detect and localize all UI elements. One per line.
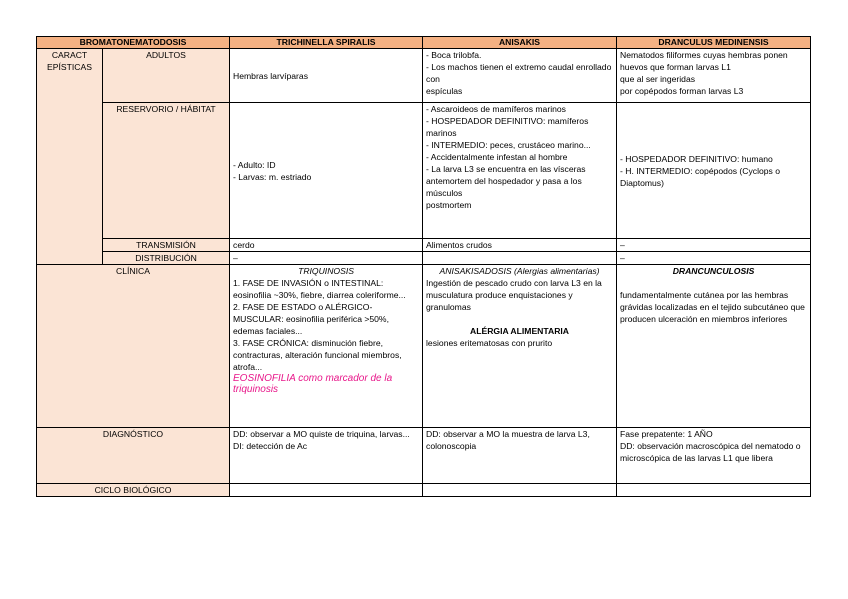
diagnostico-dranculus-line: Fase prepatente: 1 AÑO <box>620 429 713 439</box>
clinica-anisakis-text-2: lesiones eritematosas con prurito <box>426 338 553 348</box>
row-reservorio <box>37 103 811 239</box>
ciclo-trichinella <box>230 484 423 497</box>
reservorio-trichinella <box>230 103 423 239</box>
reservorio-dranculus-line: - H. INTERMEDIO: copépodos (Cyclops o Diaptomus) <box>620 165 781 188</box>
reservorio-anisakis-line: - HOSPEDADOR DEFINITIVO: mamíferos marinos <box>426 116 589 138</box>
transmision-anisakis: Alimentos crudos <box>423 239 617 252</box>
ciclo-dranculus <box>617 484 811 497</box>
header-anisakis: ANISAKIS <box>423 37 617 49</box>
clinica-anisakis-title: ANISAKISADOSIS (Alergias alimentarias) <box>439 266 600 276</box>
reservorio-anisakis-line: postmortem <box>426 200 472 210</box>
adultos-dranculus-line: por copépodos forman larvas L3 <box>620 86 744 96</box>
ciclo-label: CICLO BIOLÓGICO <box>37 484 230 497</box>
adultos-trichinella <box>230 49 423 103</box>
transmision-dranculus: – <box>617 239 811 252</box>
clinica-anisakis-text: Ingestión de pescado crudo con larva L3 en la musculatura produce enquistaciones y granulomas <box>426 278 602 312</box>
clinica-dranculus-text: fundamentalmente cutánea por las hembras grávidas localizadas en el tejido subcutáneo que producen ulceración en miembros inferiores <box>620 290 805 324</box>
transmision-label: TRANSMISIÓN <box>103 239 230 252</box>
header-dranculus: DRANCULUS MEDINENSIS <box>617 37 811 49</box>
diagnostico-trichinella <box>230 428 423 484</box>
distribucion-trichinella: – <box>230 252 423 265</box>
row-distribucion <box>37 252 811 265</box>
header-bromatonematodosis: BROMATONEMATODOSIS <box>37 37 230 49</box>
reservorio-anisakis-line: - La larva L3 se encuentra en las vísceras antemortem del hospedador y pasa a los músculos <box>426 164 586 198</box>
adultos-anisakis <box>423 49 617 103</box>
clinica-trichinella-title: TRIQUINOSIS <box>298 266 354 276</box>
reservorio-dranculus-line: - HOSPEDADOR DEFINITIVO: humano <box>620 153 773 164</box>
reservorio-dranculus <box>617 103 811 239</box>
row-clinica <box>37 265 811 428</box>
diagnostico-trichinella-line: DI: detección de Ac <box>233 441 308 451</box>
clinica-dranculus <box>617 265 811 428</box>
distribucion-anisakis <box>423 252 617 265</box>
spacer <box>620 277 807 289</box>
row-adultos <box>37 49 811 103</box>
header-trichinella: TRICHINELLA SPIRALIS <box>230 37 423 49</box>
reservorio-anisakis <box>423 103 617 239</box>
transmision-trichinella: cerdo <box>230 239 423 252</box>
ciclo-anisakis <box>423 484 617 497</box>
clinica-anisakis-subtitle: ALÉRGIA ALIMENTARIA <box>470 326 569 336</box>
clinica-trichinella-note: EOSINOFILIA como marcador de la triquinosis <box>233 373 393 395</box>
distribucion-dranculus: – <box>617 252 811 265</box>
adultos-dranculus-line: que al ser ingeridas <box>620 74 696 84</box>
row-transmision <box>37 239 811 252</box>
row-ciclo <box>37 484 811 497</box>
reservorio-label: RESERVORIO / HÁBITAT <box>103 103 230 239</box>
bromatonematodosis-table <box>36 36 811 497</box>
header-row <box>37 37 811 49</box>
adultos-trichinella-text: Hembras larvíparas <box>233 70 308 81</box>
clinica-trichinella <box>230 265 423 428</box>
diagnostico-dranculus-line: DD: observación macroscópica del nematodo o microscópica de las larvas L1 que libera <box>620 441 801 463</box>
row-diagnostico <box>37 428 811 484</box>
reservorio-anisakis-line: - INTERMEDIO: peces, crustáceo marino... <box>426 140 591 150</box>
adultos-dranculus <box>617 49 811 103</box>
clinica-label: CLÍNICA <box>37 265 230 428</box>
diagnostico-dranculus <box>617 428 811 484</box>
reservorio-anisakis-line: - Ascaroideos de mamíferos marinos <box>426 104 566 114</box>
clinica-trichinella-phase: 1. FASE DE INVASIÓN o INTESTINAL: eosinofilia ~30%, fiebre, diarrea coleriforme... <box>233 278 406 300</box>
caract-label: CARACT EPÍSTICAS <box>37 49 103 265</box>
adultos-anisakis-line: - Los machos tienen el extremo caudal enrollado con <box>426 62 612 84</box>
adultos-label: ADULTOS <box>103 49 230 103</box>
clinica-trichinella-phase: 2. FASE DE ESTADO o ALÉRGICO-MUSCULAR: eosinofilia periférica >50%, edemas faciales... <box>233 302 389 336</box>
clinica-anisakis <box>423 265 617 428</box>
distribucion-label: DISTRIBUCIÓN <box>103 252 230 265</box>
clinica-dranculus-title: DRANCUNCULOSIS <box>672 266 755 276</box>
clinica-trichinella-phase: 3. FASE CRÓNICA: disminución fiebre, contracturas, alteración funcional miembros, atrofa... <box>233 338 402 372</box>
reservorio-anisakis-line: - Accidentalmente infestan al hombre <box>426 152 568 162</box>
adultos-dranculus-line: Nematodos filiformes cuyas hembras ponen huevos que forman larvas L1 <box>620 50 788 72</box>
diagnostico-label: DIAGNÓSTICO <box>37 428 230 484</box>
reservorio-trichinella-line: - Adulto: ID <box>233 159 276 170</box>
adultos-anisakis-line: - Boca trilobfa. <box>426 50 482 60</box>
diagnostico-trichinella-line: DD: observar a MO quiste de triquina, larvas... <box>233 429 410 439</box>
reservorio-trichinella-line: - Larvas: m. estriado <box>233 171 312 182</box>
diagnostico-anisakis: DD: observar a MO la muestra de larva L3, colonoscopia <box>423 428 617 484</box>
adultos-anisakis-line: espículas <box>426 86 463 96</box>
spacer <box>426 313 613 325</box>
